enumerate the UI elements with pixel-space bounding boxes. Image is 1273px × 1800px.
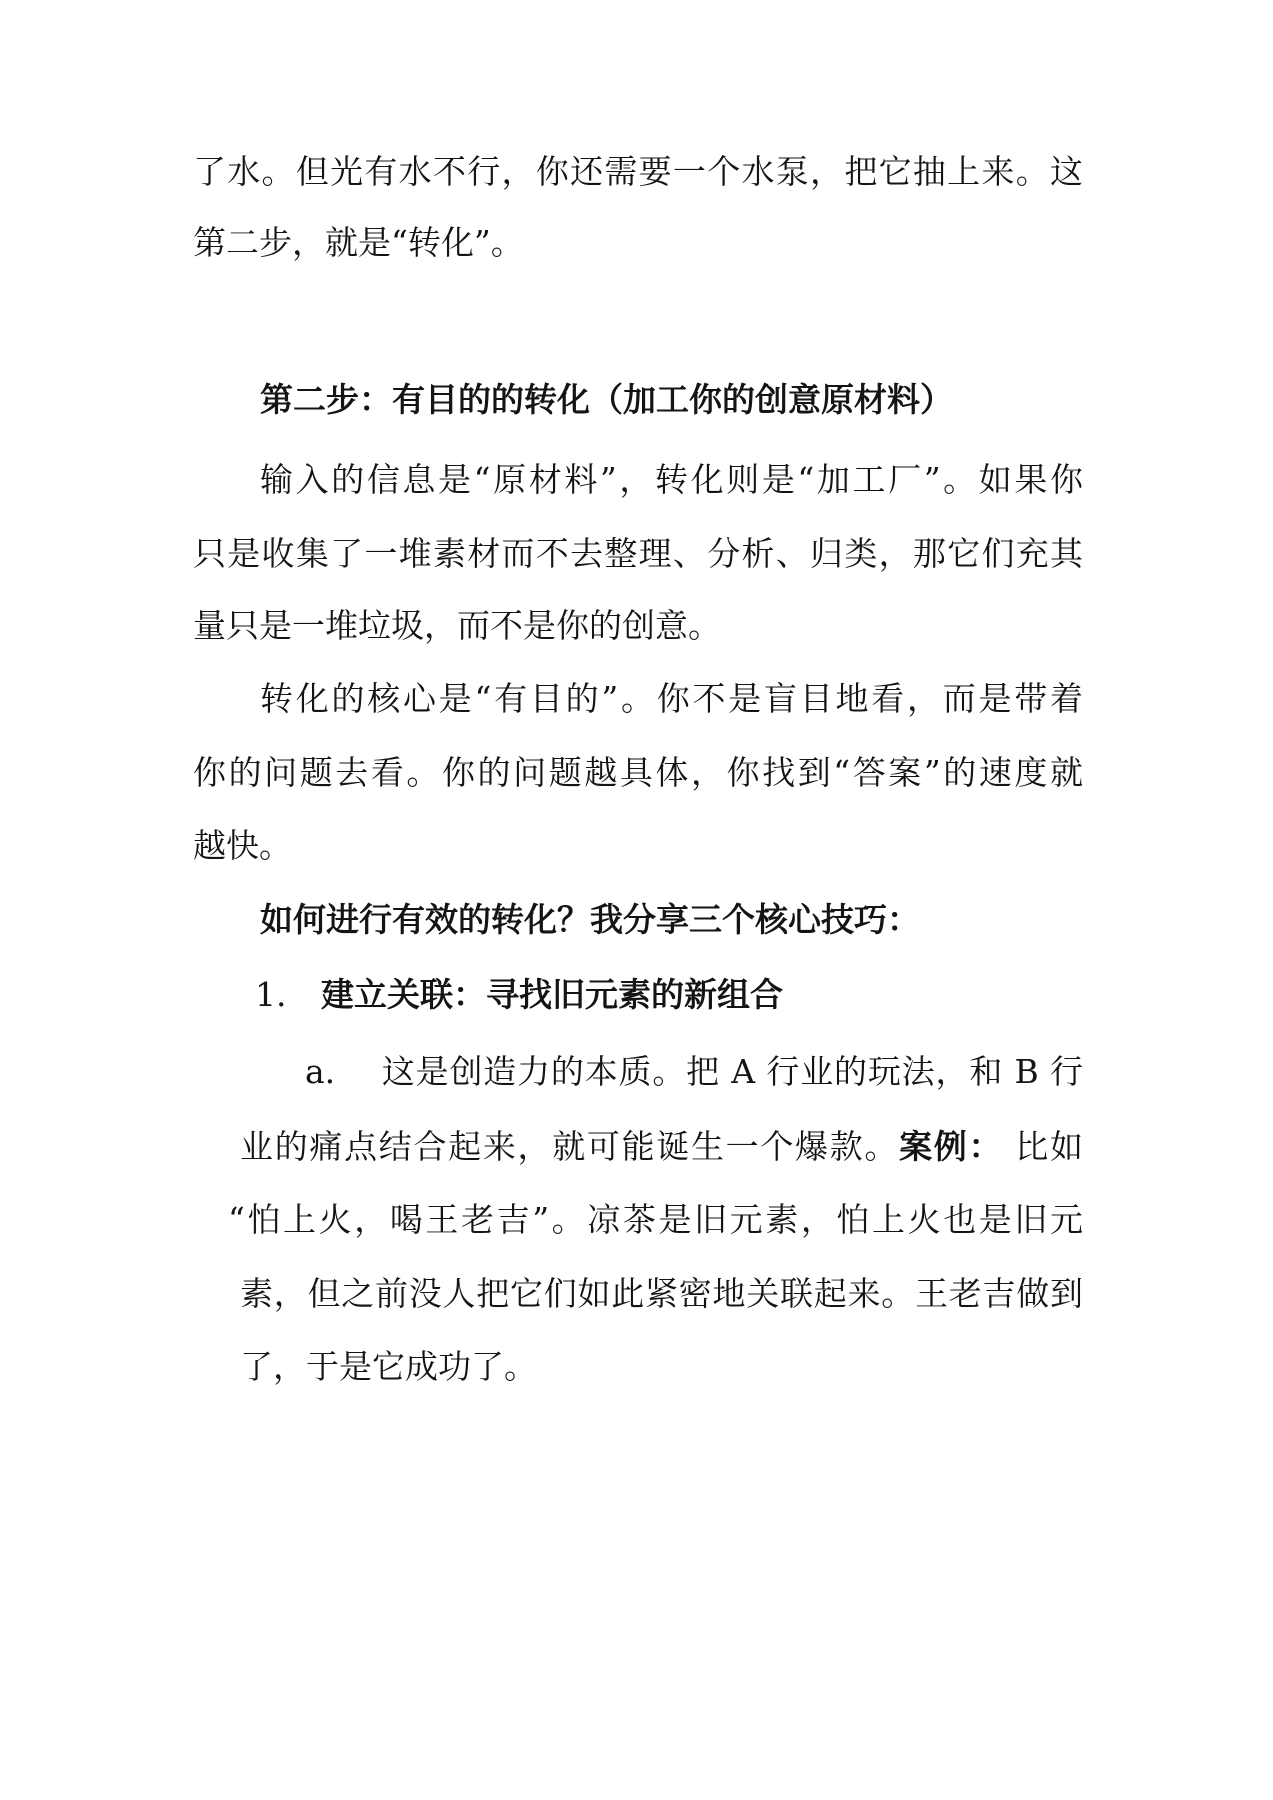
list-item-1a-line-2-text: 业的痛点结合起来，就可能诞生一个爆款。 xyxy=(240,1127,900,1166)
list-item-1-marker: 1. xyxy=(255,975,287,1014)
list-item-1a-line-2-tail: 比如 xyxy=(1003,1127,1083,1166)
case-label: 案例： xyxy=(899,1127,1004,1166)
techniques-heading: 如何进行有效的转化？我分享三个核心技巧： xyxy=(260,900,920,939)
para2-line-2: 你的问题去看。你的问题越具体，你找到“答案”的速度就 xyxy=(193,753,1083,792)
para1-line-3: 量只是一堆垃圾，而不是你的创意。 xyxy=(193,606,721,645)
list-item-1-title: 建立关联：寻找旧元素的新组合 xyxy=(321,975,783,1014)
list-item-1 xyxy=(255,973,1145,1017)
para1-line-2: 只是收集了一堆素材而不去整理、分析、归类，那它们充其 xyxy=(193,534,1083,573)
intro-line-1: 了水。但光有水不行，你还需要一个水泵，把它抽上来。这 xyxy=(193,152,1083,191)
section-heading: 第二步：有目的的转化（加工你的创意原材料） xyxy=(260,380,953,419)
list-item-1a-text: 这是创造力的本质。把 A 行业的玩法，和 B 行 xyxy=(381,1052,1083,1091)
para2-line-3: 越快。 xyxy=(193,826,292,865)
list-item-1a-line-5: 了，于是它成功了。 xyxy=(240,1347,537,1386)
list-item-1a-marker: a. xyxy=(305,1052,336,1091)
list-item-1a-line-1 xyxy=(305,1050,1083,1094)
list-item-1a-line-2 xyxy=(240,1125,1083,1169)
list-item-1a-line-4: 素，但之前没人把它们如此紧密地关联起来。王老吉做到 xyxy=(240,1274,1083,1313)
list-item-1a-line-3: “怕上火，喝王老吉”。凉茶是旧元素，怕上火也是旧元 xyxy=(228,1200,1083,1239)
intro-line-2: 第二步，就是“转化”。 xyxy=(193,223,524,262)
para1-line-1: 输入的信息是“原材料”，转化则是“加工厂”。如果你 xyxy=(260,460,1083,499)
para2-line-1: 转化的核心是“有目的”。你不是盲目地看，而是带着 xyxy=(260,679,1083,718)
